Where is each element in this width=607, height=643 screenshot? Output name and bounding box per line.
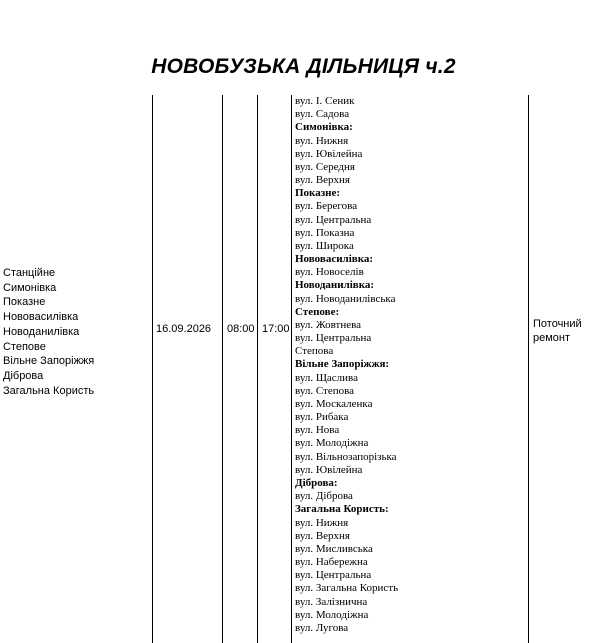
street-item: вул. Показна	[295, 226, 355, 239]
column-divider	[257, 95, 258, 643]
street-item: вул. Нижня	[295, 134, 349, 147]
street-group-heading: Степове:	[295, 305, 340, 318]
street-item: вул. Новоселів	[295, 266, 364, 279]
start-time-cell: 08:00	[227, 323, 255, 335]
end-time-cell: 17:00	[262, 323, 290, 335]
street-item: вул. Центральна	[295, 332, 372, 345]
street-group-heading: Симонівка:	[295, 121, 353, 134]
street-item: вул. І. Сеник	[295, 95, 355, 107]
column-divider	[222, 95, 223, 643]
street-item: вул. Москаленка	[295, 397, 373, 410]
street-group-heading: Нововасилівка:	[295, 253, 374, 266]
street-item: вул. Лугова	[295, 621, 349, 634]
street-item: вул. Садова	[295, 108, 350, 121]
street-item: вул. Молодіжна	[295, 437, 369, 450]
street-item: вул. Залізнична	[295, 595, 368, 608]
settlement-name: Нововасилівка	[3, 311, 79, 324]
settlement-name: Степове	[3, 340, 46, 353]
street-item: вул. Ювілейна	[295, 147, 363, 160]
street-item: вул. Жовтнева	[295, 318, 362, 331]
column-divider	[152, 95, 153, 643]
street-group-heading: Вільне Запоріжжя:	[295, 358, 390, 371]
street-item: вул. Степова	[295, 384, 355, 397]
street-group-heading: Показне:	[295, 187, 341, 200]
date-cell: 16.09.2026	[156, 323, 212, 335]
column-divider	[291, 95, 292, 643]
street-item: вул. Центральна	[295, 569, 372, 582]
street-item: вул. Молодіжна	[295, 608, 369, 621]
settlement-name: Показне	[3, 296, 46, 309]
street-group-heading: Загальна Користь:	[295, 503, 389, 516]
street-item: вул. Середня	[295, 160, 355, 173]
street-item: вул. Верхня	[295, 529, 350, 542]
street-item: вул. Новоданилівська	[295, 292, 396, 305]
settlement-name: Симонівка	[3, 281, 57, 294]
street-item: вул. Центральна	[295, 213, 372, 226]
settlement-name: Вільне Запоріжжя	[3, 355, 95, 368]
street-item: вул. Діброва	[295, 490, 353, 503]
street-item: Степова	[295, 345, 334, 358]
street-item: вул. Ювілейна	[295, 463, 363, 476]
street-item: вул. Рибака	[295, 411, 349, 424]
streets-cell	[295, 95, 398, 635]
street-item: вул. Нова	[295, 424, 340, 437]
settlement-name: Діброва	[3, 369, 44, 382]
street-item: вул. Набережна	[295, 556, 368, 569]
street-item: вул. Нижня	[295, 516, 349, 529]
street-item: вул. Загальна Користь	[295, 582, 399, 595]
page-title: НОВОБУЗЬКА ДІЛЬНИЦЯ ч.2	[151, 55, 456, 78]
street-item: вул. Широка	[295, 239, 354, 252]
settlement-name: Станційне	[3, 267, 56, 279]
reason-cell	[533, 317, 582, 345]
settlement-name: Загальна Користь	[3, 384, 95, 397]
street-item: вул. Берегова	[295, 200, 358, 213]
reason-line: Поточний	[533, 318, 582, 330]
column-divider	[528, 95, 529, 643]
outage-table	[0, 95, 607, 643]
street-item: вул. Верхня	[295, 174, 350, 187]
street-group-heading: Діброва:	[295, 476, 338, 489]
street-item: вул. Щаслива	[295, 371, 358, 384]
street-item: вул. Мисливська	[295, 542, 373, 555]
reason-line: ремонт	[533, 332, 571, 344]
settlement-name: Новоданилівка	[3, 325, 80, 338]
settlements-cell	[3, 266, 94, 398]
street-group-heading: Новоданилівка:	[295, 279, 375, 292]
street-item: вул. Вільнозапорізька	[295, 450, 397, 463]
